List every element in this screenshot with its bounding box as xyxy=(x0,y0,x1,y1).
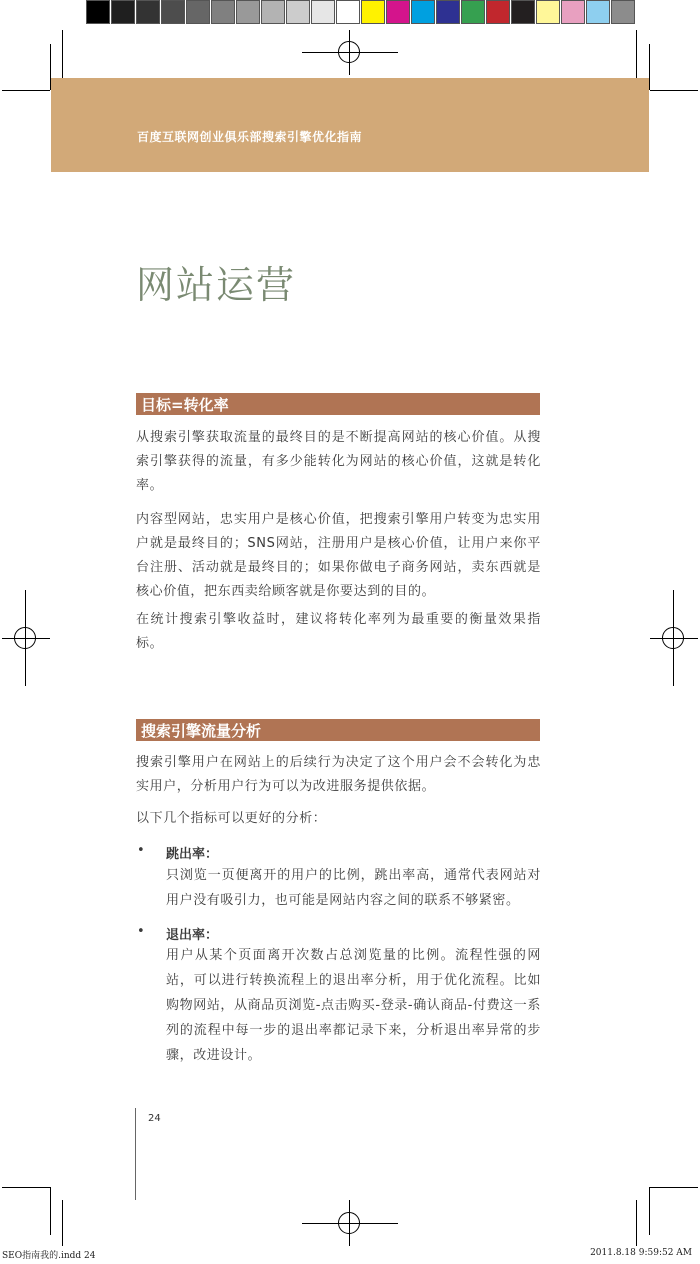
color-swatch xyxy=(586,0,610,24)
registration-mark-icon xyxy=(338,41,360,63)
timestamp-slug: 2011.8.18 9:59:52 AM xyxy=(590,1248,692,1258)
section-heading-bar xyxy=(136,393,540,415)
color-swatch xyxy=(136,0,160,24)
crop-mark xyxy=(649,1187,650,1235)
crop-mark xyxy=(649,44,650,90)
registration-mark-icon xyxy=(338,1212,360,1234)
registration-mark-icon xyxy=(662,627,684,649)
bullet-body: 只浏览一页便离开的用户的比例，跳出率高，通常代表网站对用户没有吸引力，也可能是网站内容之间的联系不够紧密。 xyxy=(166,868,541,908)
color-swatch xyxy=(336,0,360,24)
header-title: 百度互联网创业俱乐部搜索引擎优化指南 xyxy=(137,130,363,144)
page-number-rule xyxy=(135,1108,136,1200)
crop-mark xyxy=(62,1200,63,1246)
color-swatch xyxy=(436,0,460,24)
color-swatch xyxy=(611,0,635,24)
body-paragraph: 在统计搜索引擎收益时，建议将转化率列为最重要的衡量效果指标。 xyxy=(136,612,541,651)
body-paragraph: 内容型网站，忠实用户是核心价值，把搜索引擎用户转变为忠实用户就是最终目的；SNS网站，注册用户是核心价值，让用户来你平台注册、活动就是最终目的；如果你做电子商务网站，卖东西就是核心价值，把东西卖给顾客就是你要达到的目的。 xyxy=(136,512,541,599)
color-calibration-bar xyxy=(86,0,636,24)
crop-mark xyxy=(650,90,698,91)
color-swatch xyxy=(511,0,535,24)
section-heading-bar xyxy=(136,719,540,741)
page-title: 网站运营 xyxy=(136,263,297,307)
color-swatch xyxy=(186,0,210,24)
header-band xyxy=(51,78,649,172)
crop-mark xyxy=(2,90,50,91)
color-swatch xyxy=(161,0,185,24)
body-paragraph: 以下几个指标可以更好的分析： xyxy=(136,811,327,826)
color-swatch xyxy=(286,0,310,24)
registration-mark-icon xyxy=(14,627,36,649)
file-slug: SEO指南我的.indd 24 xyxy=(2,1251,96,1261)
color-swatch xyxy=(486,0,510,24)
body-paragraph: 从搜索引擎获取流量的最终目的是不断提高网站的核心价值。从搜索引擎获得的流量，有多少能转化为网站的核心价值，这就是转化率。 xyxy=(136,430,541,493)
color-swatch xyxy=(561,0,585,24)
crop-mark xyxy=(636,1200,637,1246)
crop-mark xyxy=(636,30,637,78)
bullet-marker: • xyxy=(137,924,145,939)
color-swatch xyxy=(236,0,260,24)
page-number: 24 xyxy=(148,1113,161,1124)
color-swatch xyxy=(111,0,135,24)
color-swatch xyxy=(386,0,410,24)
bullet-title: 退出率： xyxy=(166,928,219,943)
crop-mark xyxy=(650,1187,698,1188)
color-swatch xyxy=(461,0,485,24)
bullet-title: 跳出率： xyxy=(166,847,219,862)
body-paragraph: 搜索引擎用户在网站上的后续行为决定了这个用户会不会转化为忠实用户，分析用户行为可以为改进服务提供依据。 xyxy=(136,755,541,794)
color-swatch xyxy=(361,0,385,24)
crop-mark xyxy=(2,1187,50,1188)
color-swatch xyxy=(536,0,560,24)
crop-mark xyxy=(50,1187,51,1235)
color-swatch xyxy=(311,0,335,24)
crop-mark xyxy=(62,30,63,78)
section-heading: 搜索引擎流量分析 xyxy=(141,722,262,740)
bullet-body: 用户从某个页面离开次数占总浏览量的比例。流程性强的网站，可以进行转换流程上的退出率分析，用于优化流程。比如购物网站，从商品页浏览-点击购买-登录-确认商品-付费这一系列的流程中每一步的退出率都记录下来，分析退出率异常的步骤，改进设计。 xyxy=(166,948,541,1063)
bullet-marker: • xyxy=(137,843,145,858)
color-swatch xyxy=(411,0,435,24)
section-heading: 目标=转化率 xyxy=(141,396,229,414)
color-swatch xyxy=(86,0,110,24)
color-swatch xyxy=(261,0,285,24)
color-swatch xyxy=(211,0,235,24)
